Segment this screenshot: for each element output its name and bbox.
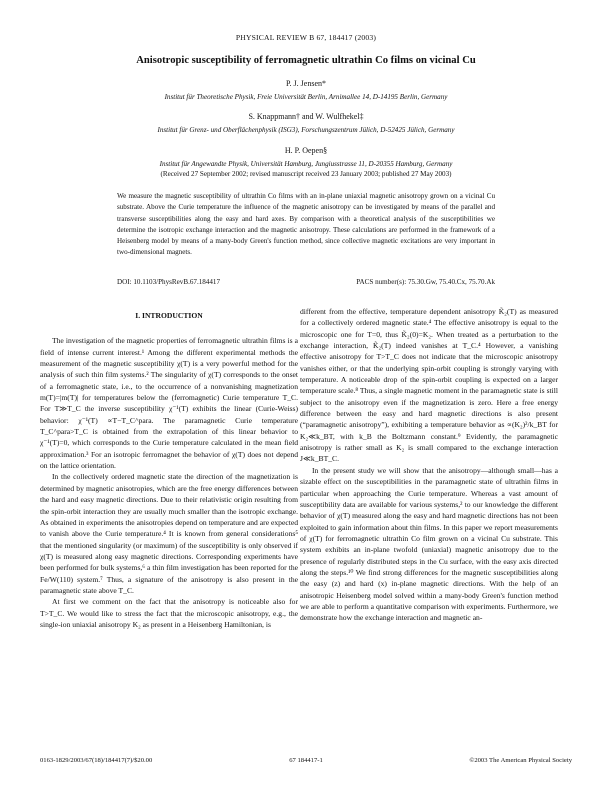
journal-header: PHYSICAL REVIEW B 67, 184417 (2003) xyxy=(235,33,377,42)
section-heading: I. INTRODUCTION xyxy=(135,311,203,320)
paragraph: different from the effective, temperature dependent anisotropy K̃₂(T) as measured for a collectively ordered magnetic state.⁴ The effective anisotropy is equal to the microscopic one for T=0, thus K̃₂(0)=K₂. When treated as a perturbation to the exchange interaction, K̃₂(T) indeed vanishes at T_C.⁴ However, a vanishing effective anisotropy for T>T_C does not indicate that the microscopic anisotropy vanishes either, or that the underlying spin-orbit coupling is strongly varying with temperature. A noticeable drop of the spin-orbit coupling is expected on a larger temperature scale.⁸ Thus, a single magnetic moment in the paramagnetic state is still subject to the anisotropy even if the magnetization is zero. Here a free energy difference between the easy and hard magnetic directions is also present (“paramagnetic anisotropy”), exhibiting a temperature behavior as ∝(K₂)²/k_BT for K₂≪k_BT, with k_B the Boltzmann constant.⁹ Evidently, the paramagnetic anisotropy is rather small as K₂ is small compared to the exchange interaction J≪k_BT_C. xyxy=(300,307,558,464)
affiliation-3: Institut für Angewandte Physik, Universität Hamburg, Jungiusstrasse 11, D-20355 Hamburg, Germany xyxy=(159,160,453,168)
affiliation-2: Institut für Grenz- und Oberflächenphysik (ISG3), Forschungszentrum Jülich, D-52425 Jülich, Germany xyxy=(157,126,455,134)
author-line-2: S. Knappmann† and W. Wulfhekel‡ xyxy=(248,112,364,121)
author-line-3: H. P. Oepen§ xyxy=(284,146,328,155)
pacs-numbers: PACS number(s): 75.30.Gw, 75.40.Cx, 75.70.Ak xyxy=(356,278,495,286)
footer-page-number: 67 184417-1 xyxy=(289,757,323,764)
doi: DOI: 10.1103/PhysRevB.67.184417 xyxy=(117,278,220,286)
paragraph: The investigation of the magnetic properties of ferromagnetic ultrathin films is a field of intense current interest.¹ Among the different experimental methods the measurement of the magnetic susceptibility χ(T) is a very powerful method for the analysis of such thin film systems.² The singularity of χ(T) corresponds to the onset of a ferromagnetic state, i.e., to the occurrence of a nonvanishing magnetization m(T)=|m(T)| for temperatures below the (ferromagnetic) Curie temperature T_C. For T≫T_C the inverse susceptibility χ⁻¹(T) exhibits the linear (Curie-Weiss) behavior: χ⁻¹(T) ∝T−T_C^para. The paramagnetic Curie temperature T_C^para>T_C is obtained from the extrapolation of this linear behavior to χ⁻¹(T)=0, which corresponds to the Curie temperature calculated in the mean field approximation.³ For an isotropic ferromagnet the behavior of χ(T) does not depend on the lattice orientation. xyxy=(40,336,298,471)
paragraph: In the present study we will show that the anisotropy—although small—has a sizable effect on the susceptibilities in the paramagnetic state of ultrathin films in particular when approaching the Curie temperature. Whereas a vast amount of susceptibility data are available for various systems,² to our knowledge the different behavior of χ(T) measured along the easy and hard magnetic directions has not been exploited to gain information about thin films. In this paper we report measurements of χ(T) for ferromagnetic ultrathin Co film grown on a vicinal Cu substrate. This system exhibits an in-plane twofold (uniaxial) magnetic anisotropy due to the presence of regularly distributed steps in the Cu surface, with the easy axis directed along the steps.¹⁰ We find strong differences for the magnetic susceptibilities along the easy (z) and hard (x) in-plane magnetic directions. With the help of an anisotropic Heisenberg model solved within a many-body Green's function method we are able to perform a quantitative comparison with experiments. Furthermore, we demonstrate how the exchange interaction and magnetic an- xyxy=(300,465,558,623)
footer-copyright: ©2003 The American Physical Society xyxy=(469,757,572,764)
received-dates: (Received 27 September 2002; revised manuscript received 23 January 2003; published 27 May 2003) xyxy=(160,170,452,178)
paper-title: Anisotropic susceptibility of ferromagnetic ultrathin Co films on vicinal Cu xyxy=(136,55,476,66)
author-line-1: P. J. Jensen* xyxy=(285,79,326,88)
affiliation-1: Institut für Theoretische Physik, Freie Universität Berlin, Arnimallee 14, D-14195 Berlin, Germany xyxy=(164,93,448,101)
paragraph: In the collectively ordered magnetic state the direction of the magnetization is determined by magnetic anisotropies, which are the free energy differences between the hard and easy magnetic directions. Due to their relativistic origin resulting from the spin-orbit interaction they are usually much smaller than the isotropic exchange. As obtained in experiments the anisotropies depend on temperature and are expected to vanish above the Curie temperature.⁴ It is known from general considerations⁵ that the mentioned singularity (or maximum) of the susceptibility is only observed if χ(T) is measured along easy magnetic directions. Corresponding experiments have been performed for bulk systems,⁶ a thin film investigation has been reported for the Fe/W(110) system.⁷ Thus, a signature of the anisotropy is also present in the paramagnetic state above T_C. xyxy=(40,472,298,595)
abstract: We measure the magnetic susceptibility of ultrathin Co films with an in-plane uniaxial magnetic anisotropy grown on a vicinal Cu substrate. Above the Curie temperature the influence of the magnetic anisotropy can be investigated by means of the parallel and transverse susceptibilities along the easy and hard axes. By comparison with a theoretical analysis of the susceptibilities we determine the isotropic exchange interaction and the magnetic anisotropy. These calculations are performed in the framework of a Heisenberg model by means of a many-body Green's function method, since collective magnetic excitations are very important in two-dimensional magnets. xyxy=(117,192,495,257)
left-column xyxy=(40,310,298,630)
right-column xyxy=(300,306,558,624)
footer-issn: 0163-1829/2003/67(18)/184417(7)/$20.00 xyxy=(40,757,153,764)
publication-meta xyxy=(117,278,495,286)
paragraph: At first we comment on the fact that the anisotropy is noticeable also for T>T_C. We would like to stress the fact that the microscopic anisotropy, e.g., the single-ion uniaxial anisotropy K₂ as present in a Heisenberg Hamiltonian, is xyxy=(40,597,298,629)
